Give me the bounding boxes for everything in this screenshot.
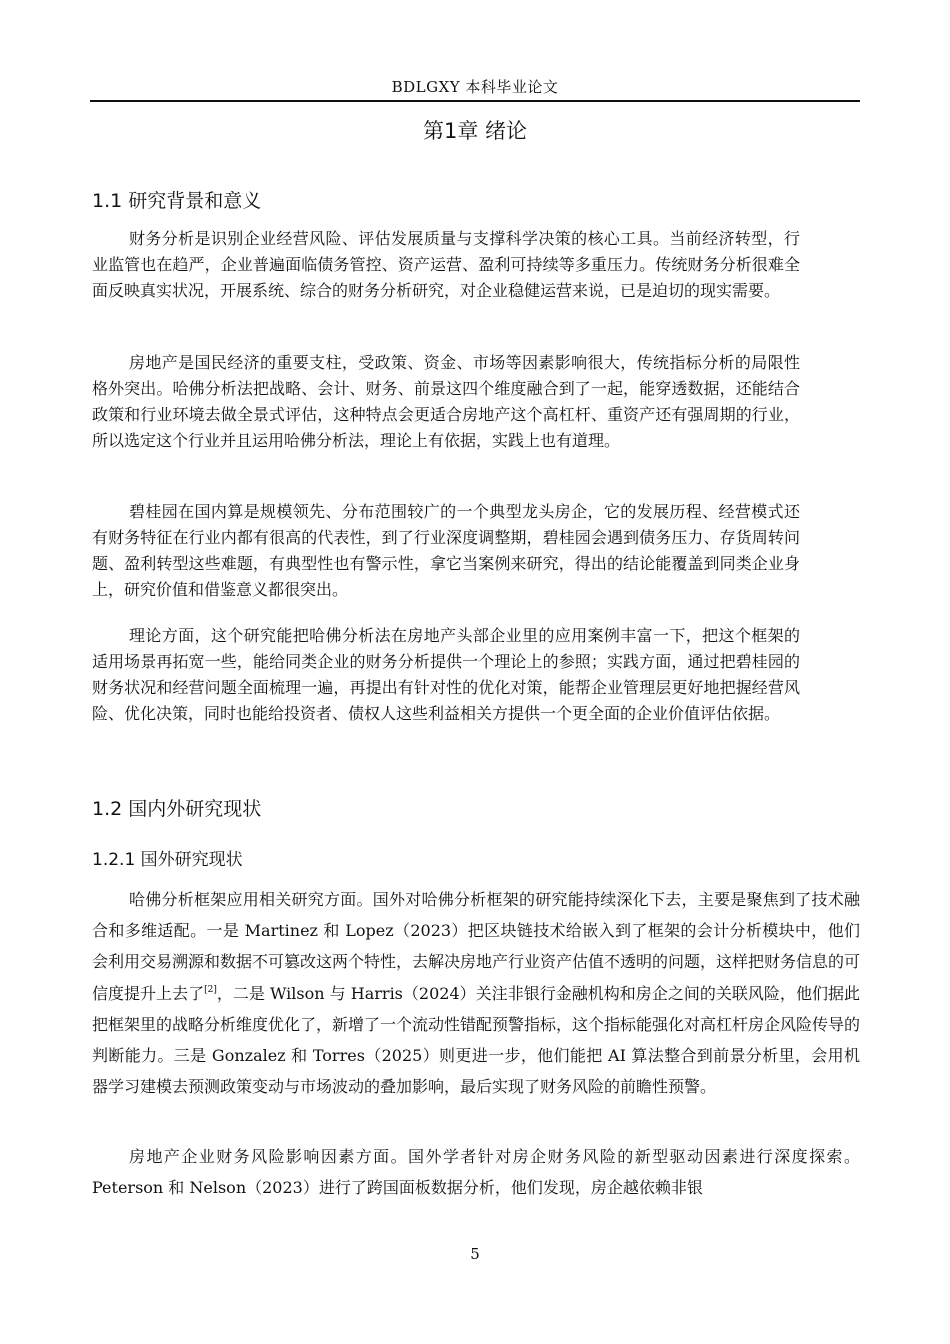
- citation: [2]: [204, 984, 217, 995]
- paragraph: 理论方面，这个研究能把哈佛分析法在房地产头部企业里的应用案例丰富一下，把这个框架的适用场景再拓宽一些，能给同类企业的财务分析提供一个理论上的参照；实践方面，通过把碧桂园的财务状况和经营问题全面梳理一遍，再提出有针对性的优化对策，能帮企业管理层更好地把握经营风险、优化决策，同时也能给投资者、债权人这些利益相关方提供一个更全面的企业价值评估依据。: [92, 626, 800, 723]
- paragraph: 房地产企业财务风险影响因素方面。国外学者针对房企财务风险的新型驱动因素进行深度探索。Peterson 和 Nelson（2023）进行了跨国面板数据分析，他们发现，房企越依赖非银: [92, 1147, 860, 1198]
- paragraph: [92, 884, 860, 1102]
- running-header: BDLGXY 本科毕业论文: [391, 78, 559, 96]
- paragraph-text: ，二是 Wilson 与 Harris（2024）关注非银行金融机构和房企之间的关联风险，他们据此把框架里的战略分析维度优化了，新增了一个流动性错配预警指标，这个指标能强化对高杠杆房企风险传导的判断能力。三是 Gonzalez 和 Torres（2025）则更进一步，他们能把 AI 算法整合到前景分析里，会用机器学习建模去预测政策变动与市场波动的叠加影响，最后实现了财务风险的前瞻性预警。: [92, 983, 861, 1097]
- section-heading-1-2: 1.2 国内外研究现状: [92, 798, 262, 820]
- header-rule: [90, 100, 860, 102]
- chapter-title: 第1章 绪论: [422, 119, 528, 143]
- paragraph: 房地产是国民经济的重要支柱，受政策、资金、市场等因素影响很大，传统指标分析的局限性格外突出。哈佛分析法把战略、会计、财务、前景这四个维度融合到了一起，能穿透数据，还能结合政策和行业环境去做全景式评估，这种特点会更适合房地产这个高杠杆、重资产还有强周期的行业，所以选定这个行业并且运用哈佛分析法，理论上有依据，实践上也有道理。: [92, 353, 800, 450]
- section-heading-1-1: 1.1 研究背景和意义: [92, 190, 262, 212]
- subsection-heading-1-2-1: 1.2.1 国外研究现状: [92, 850, 243, 870]
- paragraph: 碧桂园在国内算是规模领先、分布范围较广的一个典型龙头房企，它的发展历程、经营模式还有财务特征在行业内都有很高的代表性，到了行业深度调整期，碧桂园会遇到债务压力、存货周转问题、盈利转型这些难题，有典型性也有警示性，拿它当案例来研究，得出的结论能覆盖到同类企业身上，研究价值和借鉴意义都很突出。: [92, 502, 800, 599]
- paragraph: 财务分析是识别企业经营风险、评估发展质量与支撑科学决策的核心工具。当前经济转型，行业监管也在趋严，企业普遍面临债务管控、资产运营、盈利可持续等多重压力。传统财务分析很难全面反映真实状况，开展系统、综合的财务分析研究，对企业稳健运营来说，已是迫切的现实需要。: [92, 229, 800, 300]
- page-number: 5: [470, 1245, 480, 1263]
- paragraph-text: 哈佛分析框架应用相关研究方面。国外对哈佛分析框架的研究能持续深化下去，主要是聚焦到了技术融合和多维适配。一是 Martinez 和 Lopez（2023）把区块链技术给嵌入到了框架的会计分析模块中，他们会利用交易溯源和数据不可篡改这两个特性，去解决房地产行业资产估值不透明的问题，这样把财务信息的可信度提升上去了: [92, 890, 861, 1003]
